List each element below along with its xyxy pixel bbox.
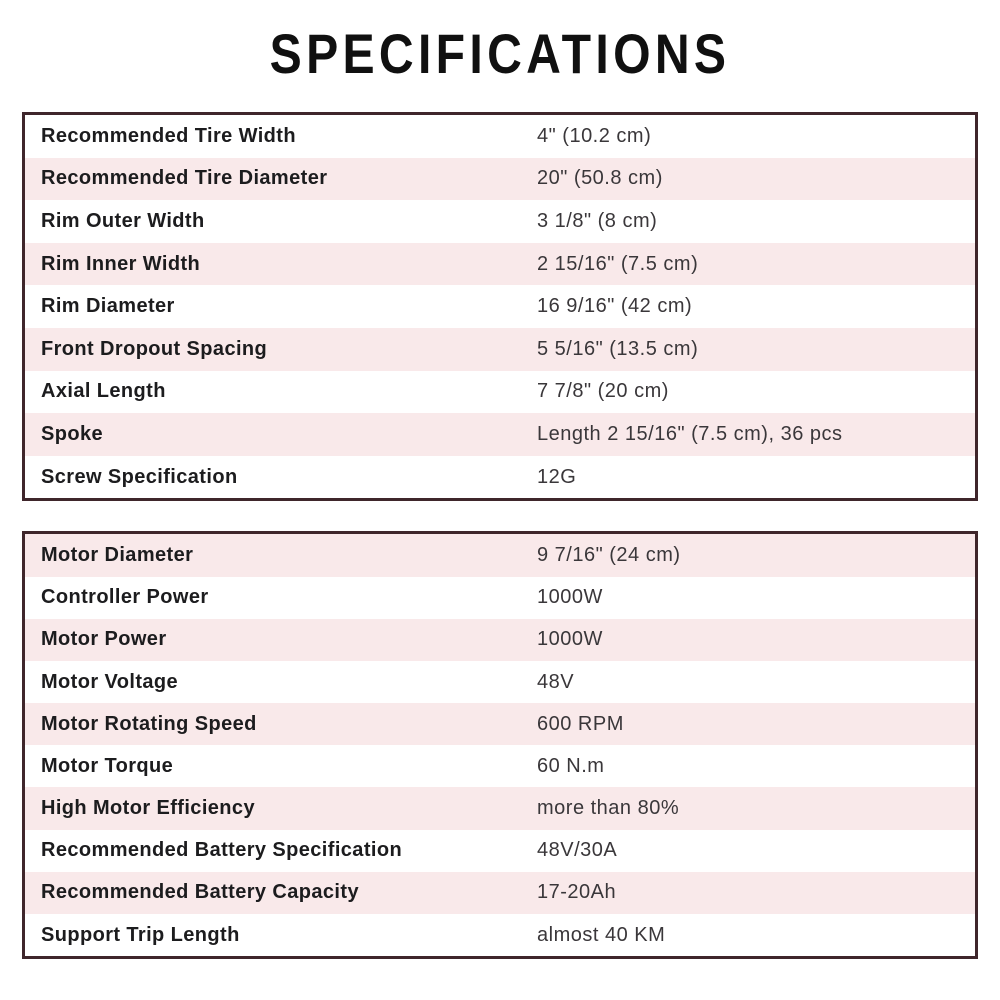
spec-value: Length 2 15/16" (7.5 cm), 36 pcs (537, 422, 843, 445)
spec-value: 1000W (537, 586, 603, 609)
page-title: SPECIFICATIONS (269, 22, 731, 85)
table-row (25, 619, 975, 661)
spec-label: Motor Torque (41, 754, 174, 777)
table-row (25, 745, 975, 787)
spec-label: Motor Rotating Speed (41, 712, 257, 735)
spec-label: Recommended Tire Width (41, 124, 296, 147)
table-row (25, 787, 975, 829)
spec-label: Rim Diameter (41, 295, 175, 318)
spec-label: Spoke (41, 422, 104, 445)
spec-label: Front Dropout Spacing (41, 337, 268, 360)
table-row (25, 577, 975, 619)
wheel-spec-table (22, 112, 978, 501)
spec-value: 48V/30A (537, 839, 618, 862)
spec-label: Axial Length (41, 380, 166, 403)
spec-label: Motor Voltage (41, 670, 179, 693)
spec-value: 20" (50.8 cm) (537, 167, 663, 190)
spec-value: 4" (10.2 cm) (537, 124, 652, 147)
spec-value: 16 9/16" (42 cm) (537, 295, 693, 318)
table-row (25, 371, 975, 414)
spec-label: Motor Diameter (41, 543, 194, 566)
table-row (25, 328, 975, 371)
table-row (25, 703, 975, 745)
table-row (25, 914, 975, 956)
spec-label: High Motor Efficiency (41, 797, 255, 820)
spec-value: 2 15/16" (7.5 cm) (537, 252, 699, 275)
table-row (25, 413, 975, 456)
spec-label: Rim Outer Width (41, 209, 205, 232)
spec-value: 48V (537, 670, 575, 693)
table-row (25, 534, 975, 576)
table-row (25, 115, 975, 158)
table-row (25, 243, 975, 286)
table-row (25, 200, 975, 243)
spec-label: Support Trip Length (41, 923, 240, 946)
spec-value: almost 40 KM (537, 923, 666, 946)
spec-value: 60 N.m (537, 754, 605, 777)
table-row (25, 661, 975, 703)
spec-value: 1000W (537, 628, 603, 651)
spec-label: Controller Power (41, 586, 209, 609)
spec-label: Screw Specification (41, 465, 238, 488)
spec-label: Rim Inner Width (41, 252, 201, 275)
table-row (25, 872, 975, 914)
spec-value: 12G (537, 465, 577, 488)
spec-value: 600 RPM (537, 712, 624, 735)
spec-label: Recommended Battery Capacity (41, 881, 359, 904)
spec-value: 3 1/8" (8 cm) (537, 209, 658, 232)
spec-label: Recommended Battery Specification (41, 839, 403, 862)
spec-sheet (0, 20, 1000, 959)
table-row (25, 456, 975, 499)
spec-label: Recommended Tire Diameter (41, 167, 328, 190)
spec-value: 5 5/16" (13.5 cm) (537, 337, 699, 360)
motor-spec-table (22, 531, 978, 959)
spec-value: 9 7/16" (24 cm) (537, 543, 681, 566)
spec-label: Motor Power (41, 628, 167, 651)
table-row (25, 158, 975, 201)
table-row (25, 830, 975, 872)
table-row (25, 285, 975, 328)
spec-value: 17-20Ah (537, 881, 617, 904)
spec-value: 7 7/8" (20 cm) (537, 380, 669, 403)
spec-value: more than 80% (537, 797, 680, 820)
